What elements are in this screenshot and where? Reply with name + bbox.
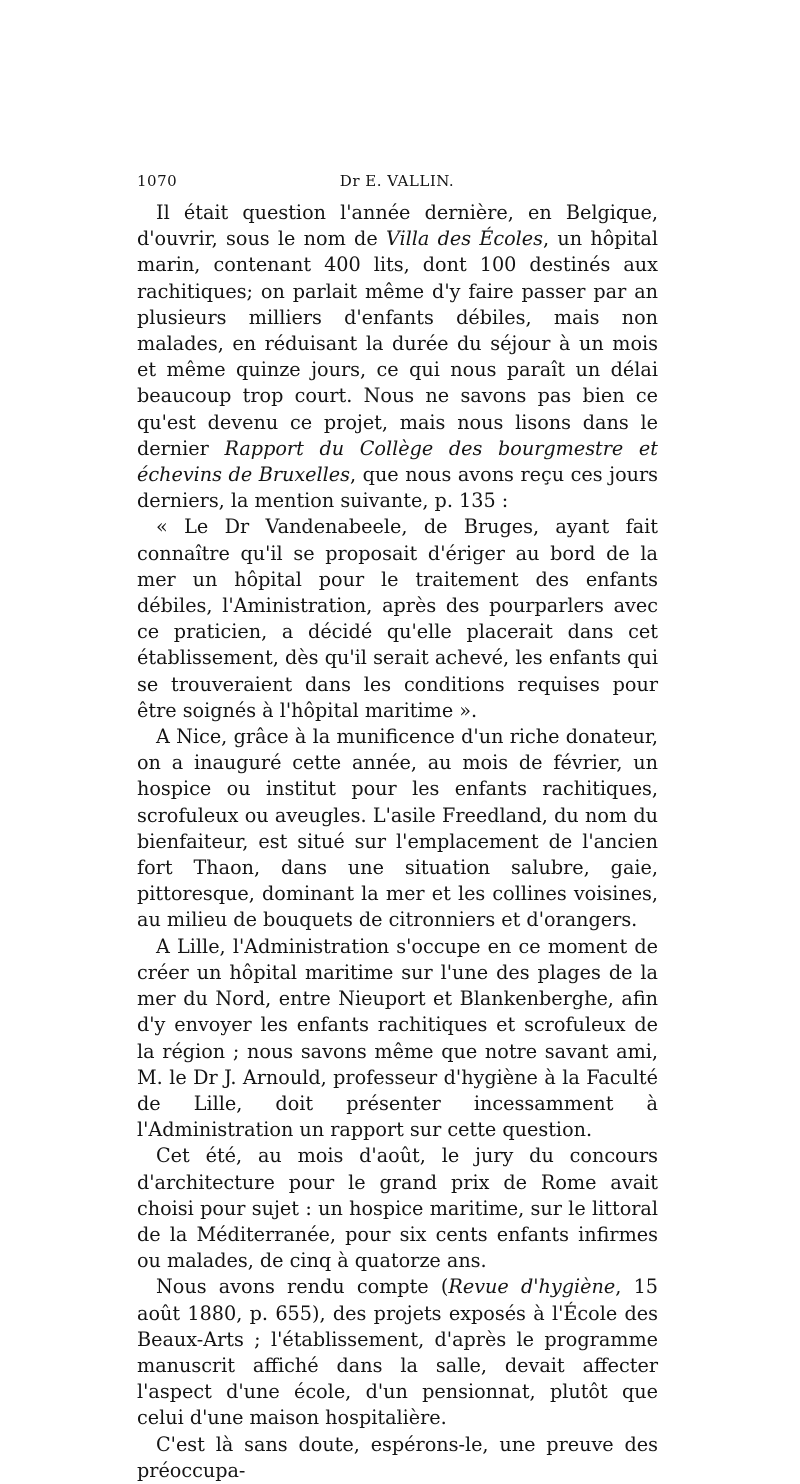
paragraph: [137, 724, 658, 934]
text-segment: A Nice, grâce à la munificence d'un riche donateur, on a inauguré cette année, au mois de février, un hospice ou institut pour les enfants rachitiques, scrofuleux ou aveugles. L'asile Freedland, du nom du bienfaiteur, est situé sur l'emplacement de l'ancien fort Thaon, dans une situation salubre, gaie, pittoresque, dominant la mer et les collines voisines, au milieu de bouquets de citronniers et d'orangers.: [137, 725, 658, 932]
text-segment: A Lille, l'Administration s'occupe en ce moment de créer un hôpital maritime sur l'une des plages de la mer du Nord, entre Nieuport et Blankenberghe, afin d'y envoyer les enfants rachitiques et scrofuleux de la région ; nous savons même que notre savant ami, M. le Dr J. Arnould, professeur d'hygiène à la Faculté de Lille, doit présenter incessamment à l'Administration un rapport sur cette question.: [137, 934, 658, 1142]
text-segment: , 15 août 1880, p. 655), des projets exposés à l'École des Beaux-Arts ; l'établissement, d'après le programme manuscrit affiché dans la salle, devait affecter l'aspect d'une école, d'un pensionnat, plutôt que celui d'une maison hospitalière.: [137, 1275, 658, 1430]
paragraph: [137, 514, 658, 724]
text-segment: , un hôpital marin, contenant 400 lits, dont 100 destinés aux rachitiques; on parlait même d'y faire passer par an plusieurs milliers d'enfants débiles, mais non malades, en réduisant la durée du séjour à un mois et même quinze jours, ce qui nous paraît un délai beaucoup trop court. Nous ne savons pas bien ce qu'est devenu ce projet, mais nous lisons dans le dernier: [137, 227, 658, 460]
paragraph: [137, 1432, 658, 1484]
text-segment: C'est là sans doute, espérons-le, une preuve des préoccupa-: [137, 1432, 658, 1482]
running-header-author: Dr E. VALLIN.: [339, 172, 455, 190]
italic-title: Villa des Écoles: [385, 227, 544, 251]
text-segment: , que nous avons reçu ces jours derniers, la mention suivante, p. 135 :: [137, 463, 658, 513]
paragraph: [137, 1274, 658, 1431]
paragraph: [137, 934, 658, 1144]
paragraph: [137, 1143, 658, 1274]
page-number: 1070: [137, 172, 178, 190]
text-segment: « Le Dr Vandenabeele, de Bruges, ayant fait connaître qu'il se proposait d'ériger au bord de la mer un hôpital pour le traitement des enfants débiles, l'Aministration, après des pourparlers avec ce praticien, a décidé qu'elle placerait dans cet établissement, dès qu'il serait achevé, les enfants qui se trouveraient dans les conditions requises pour être soignés à l'hôpital maritime ».: [137, 515, 658, 722]
text-segment: Cet été, au mois d'août, le jury du concours d'architecture pour le grand prix de Rome avait choisi pour sujet : un hospice maritime, sur le littoral de la Méditerranée, pour six cents enfants infirmes ou malades, de cinq à quatorze ans.: [137, 1144, 658, 1273]
body-text: [137, 200, 658, 1484]
text-segment: Il était question l'année dernière, en Belgique, d'ouvrir, sous le nom de: [137, 201, 658, 251]
text-segment: Nous avons rendu compte (: [156, 1275, 449, 1299]
italic-title: Rapport du Collège des bourgmestre et échevins de Bruxelles: [137, 436, 658, 487]
paragraph: [137, 200, 658, 514]
italic-title: Revue d'hygiène: [448, 1275, 616, 1299]
